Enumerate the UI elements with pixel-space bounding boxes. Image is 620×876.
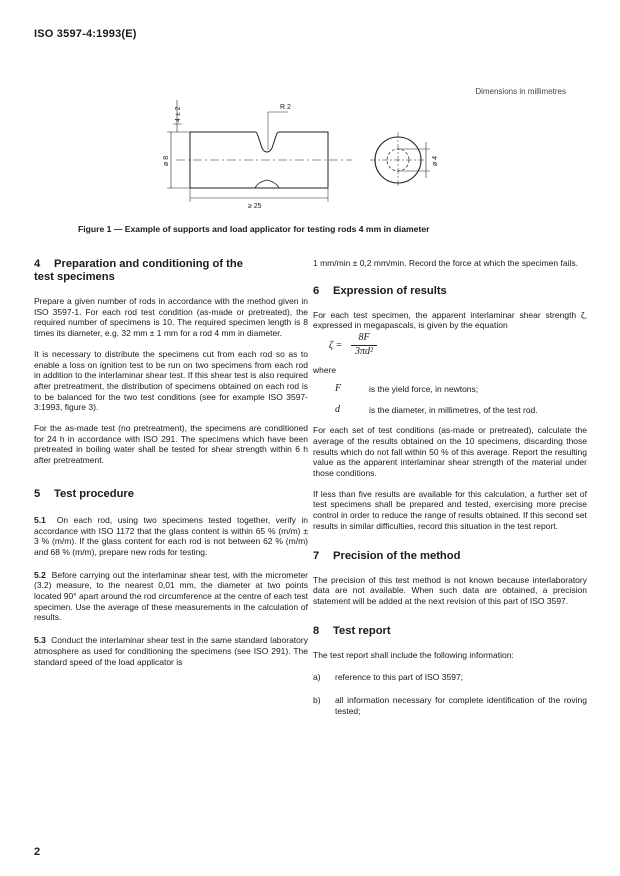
report-item-a-label: a)	[313, 672, 321, 683]
variable-d-definition	[313, 405, 587, 416]
section-6-title: Expression of results	[333, 284, 447, 297]
variable-d-symbol: d	[335, 403, 340, 415]
right-column	[313, 258, 587, 716]
report-item-b	[313, 695, 587, 716]
equation-fraction	[351, 333, 377, 357]
section-8-intro: The test report shall include the following information:	[313, 649, 514, 660]
page-number: 2	[34, 846, 41, 858]
clause-5-2-number: 5.2	[34, 569, 46, 580]
equation-numerator: 8F	[358, 332, 370, 344]
report-item-b-text: all information necessary for complete identification of the roving tested;	[335, 695, 587, 716]
section-4-number: 4	[34, 258, 41, 270]
section-7-title: Precision of the method	[333, 549, 461, 562]
section-4-paragraph-3: For the as-made test (no pretreatment), the specimens are conditioned for 24 h in accordance with ISO 291. The specimens which have been pretreated in boiling water shall be tested for shear strength within 6 h after pretreatment.	[34, 423, 308, 466]
section-6-paragraph-3: If less than five results are available for this calculation, a further set of test specimens shall be prepared and tested, exercising more precise control in order to reduce the range of results obtained. If this second set results in similar difficulties, record this situation in the test report.	[313, 488, 587, 531]
section-4-title-line2: test specimens	[34, 271, 115, 283]
label-diameter-8: ø 8	[163, 155, 170, 166]
variable-d-text: is the diameter, in millimetres, of the test rod.	[369, 404, 538, 415]
shear-strength-equation	[313, 331, 587, 365]
label-length: ≥ 25	[248, 203, 262, 210]
clause-5-3-number: 5.3	[34, 635, 46, 646]
variable-f-text: is the yield force, in newtons;	[369, 383, 479, 394]
clause-5-2-text: Before carrying out the interlaminar shear test, with the micrometer (3.2) measure, to the nearest 0,01 mm, the diameter at two points located 90° apart around the rod circumference at the centre of each test specimen. Use the average of these measurements in the calculation of results.	[34, 569, 308, 623]
section-7-number: 7	[313, 549, 320, 562]
section-6-heading	[313, 285, 587, 298]
section-4-heading	[34, 258, 308, 284]
variable-f-definition	[313, 384, 587, 395]
where-label: where	[313, 365, 337, 376]
section-8-heading	[313, 625, 587, 638]
variable-f-symbol: F	[335, 382, 342, 394]
section-6-paragraph-2: For each set of test conditions (as-made or pretreated), calculate the average of the results obtained on the 10 specimens, discarding those results which do not fall within 50 % of this average. Report the resulting value as the apparent interlaminar shear strength of the material under those conditions.	[313, 425, 587, 479]
section-4-paragraph-2: It is necessary to distribute the specimens cut from each rod so as to enable a loss on ignition test to be run on two specimens from each rod in addition to the interlaminar shear test. If this shear test is also required after pretreatment, the distribution of specimens obtained on each rod is to be balanced for the two test conditions (see for example ISO 3597-3:1993, figure 3).	[34, 348, 308, 413]
figure-caption: Figure 1 — Example of supports and load applicator for testing rods 4 mm in diameter	[78, 224, 430, 234]
label-diameter-4: ø 4	[432, 155, 439, 166]
report-item-a-text: reference to this part of ISO 3597;	[335, 672, 464, 683]
section-6-number: 6	[313, 284, 320, 297]
figure-1-drawing	[130, 100, 480, 215]
section-6-paragraph-1: For each test specimen, the apparent interlaminar shear strength ζ, expressed in megapascals, is given by the equation	[313, 309, 587, 331]
clause-5-2	[34, 570, 308, 624]
dimension-note: Dimensions in millimetres	[475, 87, 566, 96]
clause-5-1-text: On each rod, using two specimens tested together, verify in accordance with ISO 1172 that the glass content is within 65 % (m/m) ± 3 % (m/m). If the glass content for each rod is not between 62 % (m/m) and 68 % (m/m), prepare new rods for testing.	[34, 514, 308, 557]
clause-5-3-continuation: 1 mm/min ± 0,2 mm/min. Record the force at which the specimen fails.	[313, 258, 578, 268]
section-8-number: 8	[313, 624, 320, 637]
clause-5-3-text: Conduct the interlaminar shear test in the same standard laboratory atmosphere as used for conditioning the specimens (see ISO 291). The standard speed of the load applicator is	[34, 635, 308, 667]
report-item-b-label: b)	[313, 695, 321, 706]
equation-denominator: 3πd²	[354, 345, 373, 357]
clause-5-1	[34, 515, 308, 558]
left-column	[34, 258, 308, 667]
section-7-heading	[313, 550, 587, 563]
section-4-title-line1: Preparation and conditioning of the	[54, 258, 243, 270]
label-height: 4 ± 2	[175, 106, 182, 122]
clause-5-3	[34, 635, 308, 667]
section-5-title: Test procedure	[54, 487, 134, 500]
label-radius: R 2	[280, 104, 291, 111]
section-5-heading	[34, 488, 308, 501]
report-item-a	[313, 672, 587, 683]
document-header-id: ISO 3597-4:1993(E)	[34, 28, 137, 40]
section-4-paragraph-1: Prepare a given number of rods in accordance with the method given in ISO 3597-1. For each rod test condition (as-made or pretreated), the required number of specimens is 10. The required specimen length is 8 times its diameter, e.g. 32 mm ± 1 mm for a rod 4 mm in diameter.	[34, 296, 308, 339]
section-8-title: Test report	[333, 624, 391, 637]
section-7-paragraph: The precision of this test method is not known because interlaboratory data are not available. When such data are obtained, a precision statement will be added at the next revision of this part of ISO 3597.	[313, 574, 587, 606]
equation-lhs: ζ =	[329, 340, 343, 352]
section-5-number: 5	[34, 487, 41, 500]
clause-5-1-number: 5.1	[34, 514, 46, 525]
